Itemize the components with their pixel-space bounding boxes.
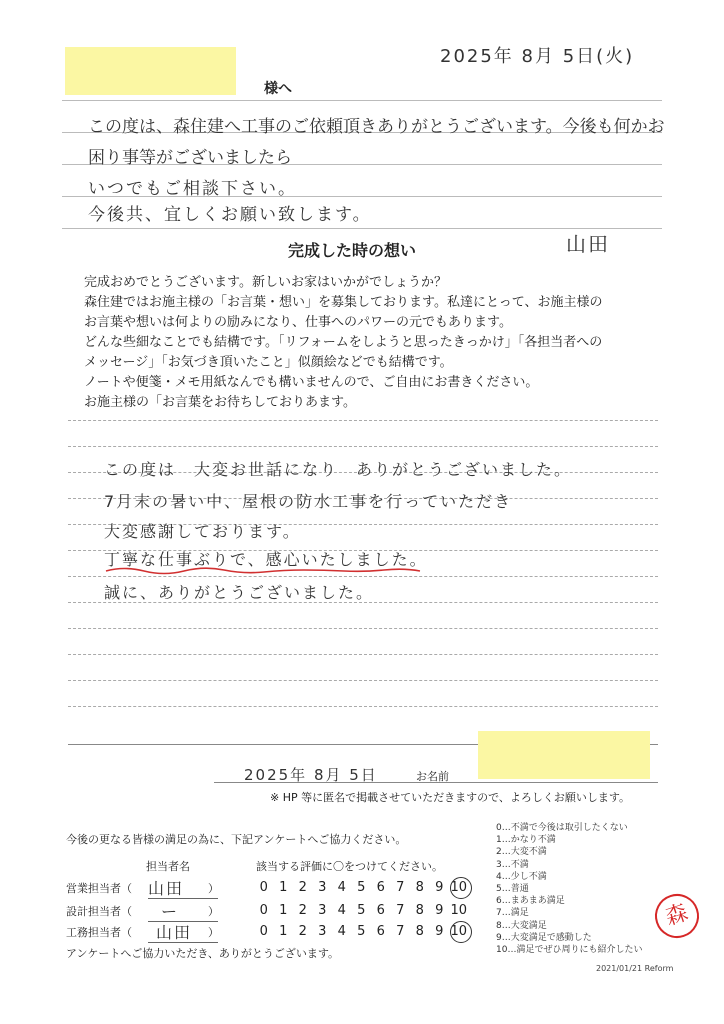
role-close: ） <box>208 905 219 918</box>
rating-option[interactable]: 4 <box>337 924 346 939</box>
staff-name: ー <box>161 902 180 921</box>
legend-item: 4…少し不満 <box>496 871 547 882</box>
salutation: 様へ <box>264 81 292 97</box>
rating-option[interactable]: 10 <box>450 903 468 918</box>
rating-option[interactable]: 1 <box>279 880 288 895</box>
rating-option[interactable]: 10 <box>450 880 468 895</box>
survey-row-construction <box>66 922 486 942</box>
staff-signature: 山田 <box>566 232 610 256</box>
intro-line: お言葉や想いは何よりの励みになり、仕事へのパワーの元でもあります。 <box>84 315 512 330</box>
rating-option[interactable]: 2 <box>298 880 307 895</box>
role-label: 設計担当者（ <box>66 905 132 918</box>
red-underline <box>104 564 424 578</box>
signoff-date: 2025年 8月 5日 <box>244 766 378 784</box>
legend-item: 7…満足 <box>496 908 529 919</box>
rating-option[interactable]: 8 <box>415 880 424 895</box>
intro-line: ノートや便箋・メモ用紙なんでも構いませんので、ご自由にお書きください。 <box>84 375 539 390</box>
rating-option[interactable]: 0 <box>259 924 268 939</box>
rating-header: 該当する評価に〇をつけてください。 <box>256 860 443 873</box>
staff-message-line-2: いつでもご相談下さい。 <box>88 179 297 199</box>
rating-option[interactable]: 10 <box>450 924 468 939</box>
anonymous-notice: ※ HP 等に匿名で掲載させていただきますので、よろしくお願いします。 <box>270 791 631 804</box>
rating-scale <box>254 880 469 895</box>
rating-option[interactable]: 8 <box>415 903 424 918</box>
intro-line: 森住建ではお施主様の「お言葉・想い」を募集しております。私達にとって、お施主様の <box>84 295 603 310</box>
rating-option[interactable]: 4 <box>337 880 346 895</box>
intro-line: どんな些細なことでも結構です。「リフォームをしようと思ったきっかけ」「各担当者への <box>84 335 603 350</box>
rating-option[interactable]: 3 <box>318 903 327 918</box>
rating-option[interactable]: 6 <box>376 924 385 939</box>
rating-option[interactable]: 0 <box>259 903 268 918</box>
customer-message-line-1: この度は 大変お世話になり ありがとうございました。 <box>104 460 573 479</box>
rating-option[interactable]: 7 <box>396 880 405 895</box>
form-version: 2021/01/21 Reform <box>596 964 674 973</box>
role-close: ） <box>208 926 219 939</box>
legend-item: 0…不満で今後は取引したくない <box>496 823 628 833</box>
rating-option[interactable]: 6 <box>376 880 385 895</box>
customer-message-line-5: 誠に、ありがとうございました。 <box>104 583 375 602</box>
rating-option[interactable]: 3 <box>318 880 327 895</box>
rating-option[interactable]: 9 <box>435 903 444 918</box>
rating-option[interactable]: 6 <box>376 903 385 918</box>
staff-message-line-1: この度は、森住建へ工事のご依頼頂きありがとうございます。今後も何かお困り事等がございましたら <box>88 117 665 168</box>
staff-message-line-3: 今後共、宜しくお願い致します。 <box>88 205 372 225</box>
rating-option[interactable]: 5 <box>357 880 366 895</box>
survey-intro: 今後の更なる皆様の満足の為に、下記アンケートへご協力ください。 <box>66 833 407 846</box>
rating-option[interactable]: 2 <box>298 924 307 939</box>
staff-name: 山田 <box>156 923 193 942</box>
staff-header: 担当者名 <box>146 860 190 873</box>
intro-line: メッセージ」「お気づき頂いたこと」似顔絵などでも結構です。 <box>84 355 453 370</box>
rating-option[interactable]: 5 <box>357 903 366 918</box>
selected-circle <box>450 921 472 943</box>
name-label: お名前 <box>416 770 449 783</box>
role-label: 営業担当者（ <box>66 882 132 895</box>
legend-item: 2…大変不満 <box>496 847 547 858</box>
rating-option[interactable]: 1 <box>279 924 288 939</box>
rating-option[interactable]: 9 <box>435 880 444 895</box>
redacted-customer-name <box>65 47 236 95</box>
rating-option[interactable]: 5 <box>357 924 366 939</box>
survey-row-sales <box>66 878 486 898</box>
legend-item: 5…普通 <box>496 884 529 895</box>
section-title: 完成した時の想い <box>288 241 417 260</box>
survey-row-design <box>66 901 486 921</box>
customer-message-line-3: 大変感謝しております。 <box>104 522 301 541</box>
header-date: 2025年 8月 5日(火) <box>440 46 635 67</box>
rating-option[interactable]: 7 <box>396 903 405 918</box>
legend-item: 10…満足でぜひ周りにも紹介したい <box>496 945 643 956</box>
selected-circle <box>450 877 472 899</box>
survey-thanks: アンケートへご協力いただき、ありがとうございます。 <box>66 947 340 960</box>
rating-scale <box>254 924 469 939</box>
legend-item: 9…大変満足で感動した <box>496 932 592 943</box>
rating-option[interactable]: 7 <box>396 924 405 939</box>
customer-message-line-2: 7月末の暑い中、屋根の防水工事を行っていただき <box>104 492 513 511</box>
stamp-text: 森 <box>662 900 692 931</box>
staff-name: 山田 <box>148 879 185 898</box>
rating-option[interactable]: 2 <box>298 903 307 918</box>
legend-item: 1…かなり不満 <box>496 835 556 846</box>
customer-message-line-4: 丁寧な仕事ぶりで、感心いたしました。 <box>104 550 428 569</box>
rating-option[interactable]: 9 <box>435 924 444 939</box>
role-label: 工務担当者（ <box>66 926 132 939</box>
role-close: ） <box>208 882 219 895</box>
rating-option[interactable]: 0 <box>259 880 268 895</box>
redacted-signature <box>478 731 650 779</box>
intro-line: 完成おめでとうございます。新しいお家はいかがでしょうか？ <box>84 275 447 290</box>
legend-item: 3…不満 <box>496 859 529 870</box>
rating-scale <box>254 903 469 918</box>
rating-option[interactable]: 8 <box>415 924 424 939</box>
legend-item: 8…大変満足 <box>496 920 547 931</box>
rating-option[interactable]: 3 <box>318 924 327 939</box>
rating-option[interactable]: 4 <box>337 903 346 918</box>
intro-block <box>84 273 684 413</box>
rating-option[interactable]: 1 <box>279 903 288 918</box>
legend-item: 6…まあまあ満足 <box>496 896 565 907</box>
intro-line: お施主様の「お言葉をお待ちしておりあます。 <box>84 395 356 410</box>
